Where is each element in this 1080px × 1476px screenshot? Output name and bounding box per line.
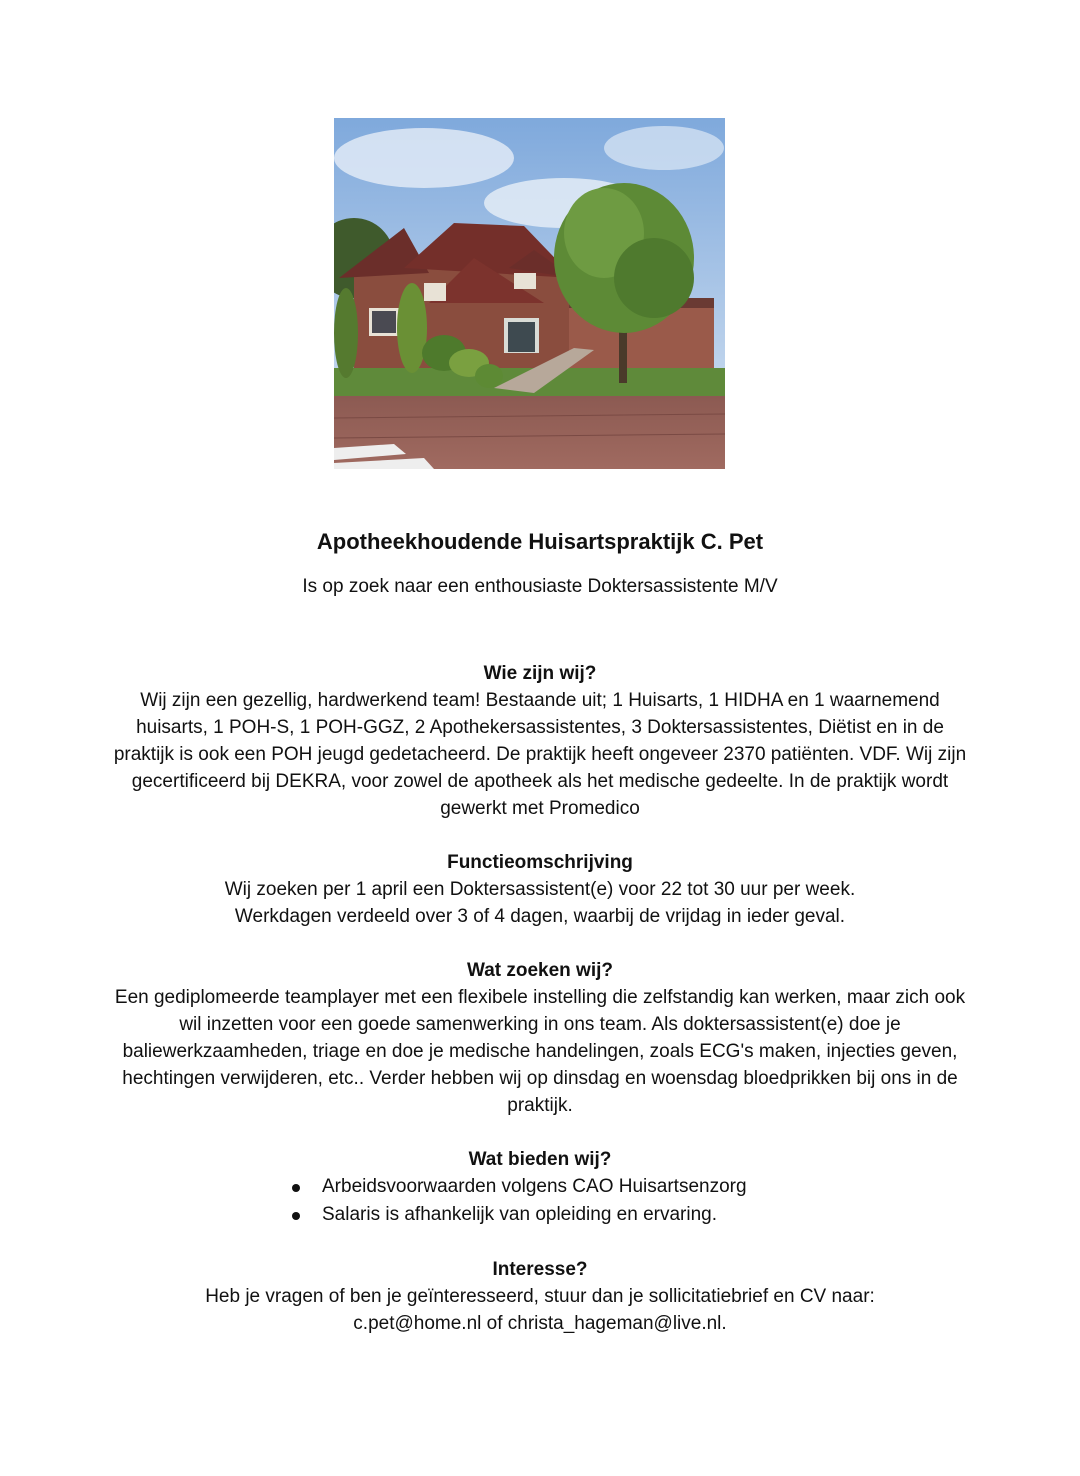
section-interest-line-1: Heb je vragen of ben je geïnteresseerd, stuur dan je sollicitatiebrief en CV naar: — [205, 1286, 875, 1307]
section-function-line-1: Wij zoeken per 1 april een Doktersassistent(e) voor 22 tot 30 uur per week. — [224, 879, 856, 900]
section-function — [110, 849, 970, 930]
section-interest-heading: Interesse? — [492, 1259, 588, 1280]
section-who — [110, 660, 970, 822]
section-seeking-heading: Wat zoeken wij? — [466, 960, 614, 981]
offer-list — [110, 1173, 970, 1229]
vacancy-content — [110, 660, 970, 1364]
section-interest — [110, 1256, 970, 1337]
section-offer — [110, 1146, 970, 1229]
section-who-body: Wij zijn een gezellig, hardwerkend team! Bestaande uit; 1 Huisarts, 1 HIDHA en 1 waarnemend huisarts, 1 POH-S, 1 POH-GGZ, 2 Apothekersassistentes, 3 Doktersassistentes, Diëtist en in de praktijk is ook een POH jeugd gedetacheerd. De praktijk heeft ongeveer 2370 patiënten. VDF. Wij zijn gecertificeerd bij DEKRA, voor zowel de apotheek als het medische gedeelte. In de praktijk wordt gewerkt met Promedico — [113, 690, 967, 819]
section-seeking-body: Een gediplomeerde teamplayer met een flexibele instelling die zelfstandig kan werken, maar zich ook wil inzetten voor een goede samenwerking in ons team. Als doktersassistent(e) doe je baliewerkzaamheden, triage en doe je medische handelingen, zoals ECG's maken, injecties geven, hechtingen verwijderen, etc.. Verder hebben wij op dinsdag en woensdag bloedprikken bij ons in de praktijk. — [114, 987, 966, 1116]
page-subtitle: Is op zoek naar een enthousiaste Doktersassistente M/V — [302, 576, 778, 597]
page-title: Apotheekhoudende Huisartspraktijk C. Pet — [316, 529, 764, 554]
section-function-heading: Functieomschrijving — [447, 852, 633, 873]
contact-emails[interactable]: c.pet@home.nl of christa_hageman@live.nl. — [353, 1313, 727, 1334]
practice-building-photo — [334, 118, 725, 469]
section-function-line-2: Werkdagen verdeeld over 3 of 4 dagen, waarbij de vrijdag in ieder geval. — [234, 906, 846, 927]
offer-list-item: Arbeidsvoorwaarden volgens CAO Huisartsenzorg — [288, 1173, 970, 1201]
section-who-heading: Wie zijn wij? — [483, 663, 597, 684]
offer-list-item: Salaris is afhankelijk van opleiding en ervaring. — [288, 1201, 970, 1229]
section-seeking — [110, 957, 970, 1119]
section-offer-heading: Wat bieden wij? — [468, 1149, 612, 1170]
